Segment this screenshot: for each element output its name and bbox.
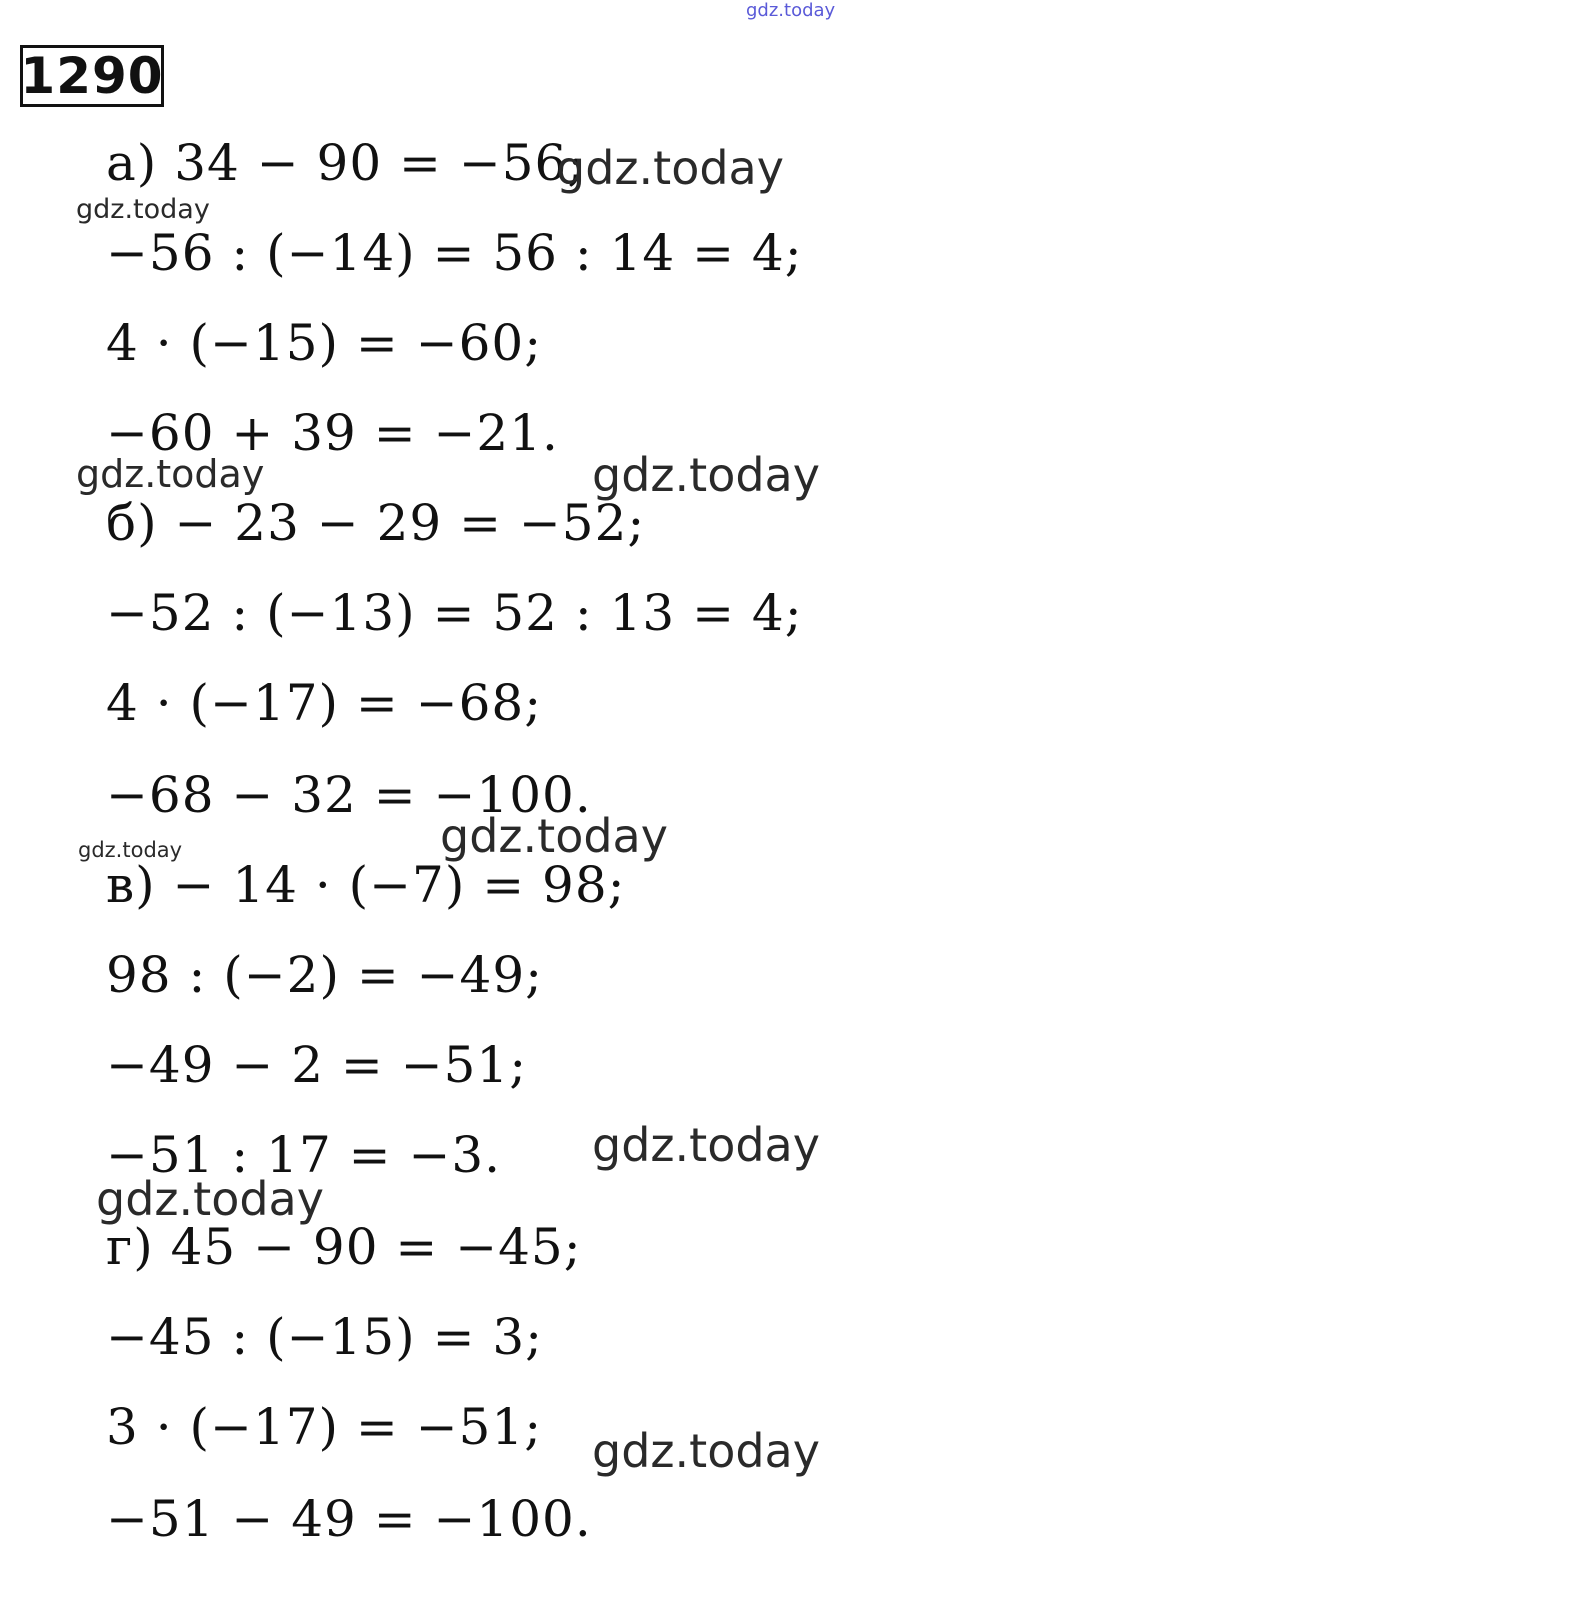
watermark-top: gdz.today	[746, 0, 836, 21]
solution-line: 4 · (−15) = −60;	[106, 314, 543, 372]
solution-line: −56 : (−14) = 56 : 14 = 4;	[106, 224, 803, 282]
watermark: gdz.today	[592, 1424, 820, 1478]
solution-line: −60 + 39 = −21.	[106, 404, 559, 462]
solution-line: г) 45 − 90 = −45;	[106, 1218, 582, 1276]
watermark: gdz.today	[556, 141, 784, 195]
solution-line: 98 : (−2) = −49;	[106, 946, 544, 1004]
solution-line: б) − 23 − 29 = −52;	[106, 494, 646, 552]
solution-line: в) − 14 · (−7) = 98;	[106, 856, 626, 914]
solution-line: −68 − 32 = −100.	[106, 766, 592, 824]
watermark: gdz.today	[78, 838, 183, 862]
watermark: gdz.today	[592, 448, 820, 502]
problem-number: 1290	[20, 47, 164, 105]
watermark: gdz.today	[76, 194, 210, 225]
watermark: gdz.today	[440, 809, 668, 863]
watermark: gdz.today	[592, 1118, 820, 1172]
watermark: gdz.today	[76, 452, 265, 496]
watermark: gdz.today	[96, 1172, 324, 1226]
solution-line: 3 · (−17) = −51;	[106, 1398, 543, 1456]
solution-line: −52 : (−13) = 52 : 13 = 4;	[106, 584, 803, 642]
solution-line: −49 − 2 = −51;	[106, 1036, 528, 1094]
solution-line: −45 : (−15) = 3;	[106, 1308, 544, 1366]
solution-line: 4 · (−17) = −68;	[106, 674, 543, 732]
solution-line: а) 34 − 90 = −56;	[106, 134, 586, 192]
solution-line: −51 − 49 = −100.	[106, 1490, 592, 1548]
solution-line: −51 : 17 = −3.	[106, 1126, 502, 1184]
